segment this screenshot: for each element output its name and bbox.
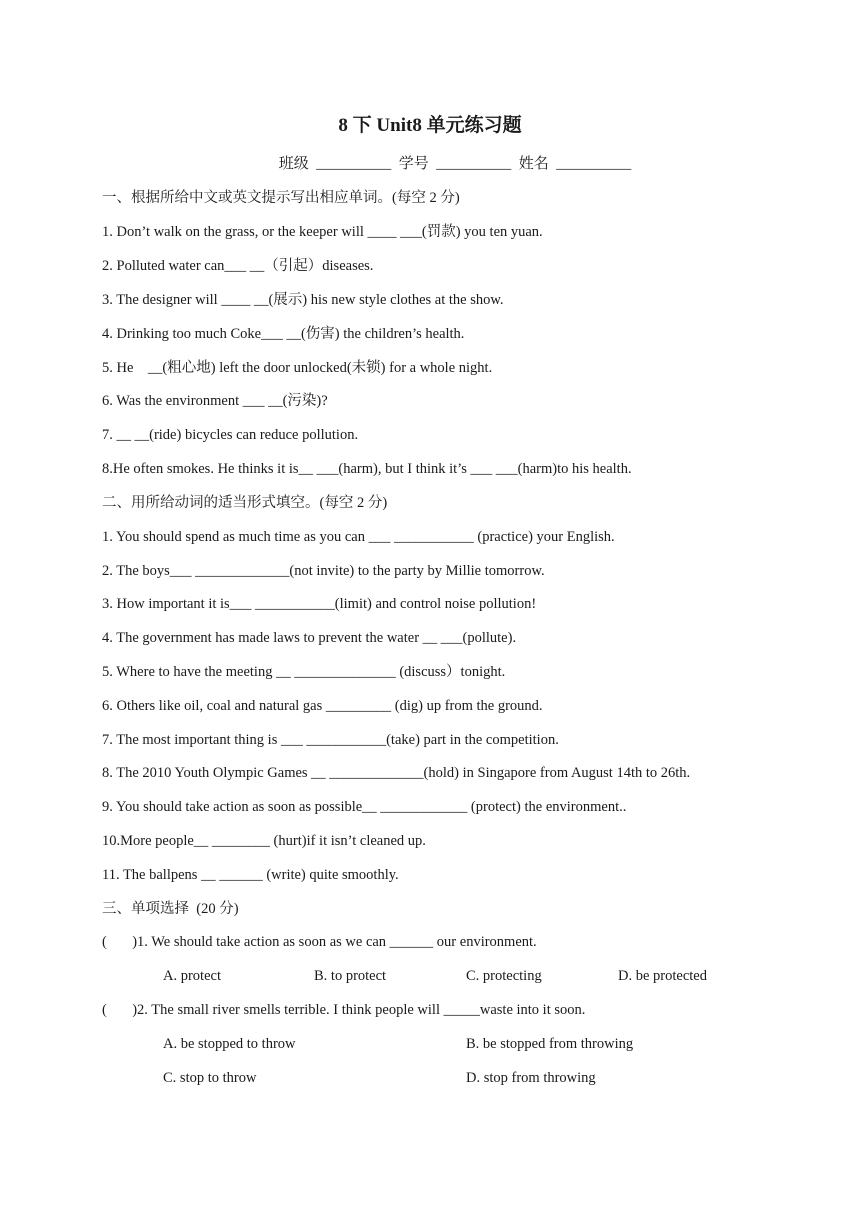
q2-option-a: A. be stopped to throw [163,1036,296,1052]
section2-question-4: 4. The government has made laws to prevent the water __ ___(pollute). [102,630,517,646]
section1-question-5: 5. He __(粗心地) left the door unlocked(未锁) for a whole night. [102,360,493,376]
section3-heading: 三、单项选择 (20 分) [102,901,239,917]
section1-question-8: 8.He often smokes. He thinks it is__ ___(harm), but I think it’s ___ ___(harm)to his health. [102,461,632,477]
section3-question-1-stem: ( )1. We should take action as soon as we can ______ our environment. [102,934,537,950]
section1-question-6: 6. Was the environment ___ __(污染)? [102,393,328,409]
section2-question-5: 5. Where to have the meeting __ ______________ (discuss）tonight. [102,664,506,680]
section2-question-3: 3. How important it is___ ___________(limit) and control noise pollution! [102,596,537,612]
section2-question-7: 7. The most important thing is ___ ___________(take) part in the competition. [102,732,559,748]
q1-option-a: A. protect [163,968,221,984]
section3-question-2-stem: ( )2. The small river smells terrible. I think people will _____waste into it soon. [102,1002,586,1018]
section2-question-10: 10.More people__ ________ (hurt)if it isn’t cleaned up. [102,833,426,849]
section2-question-1: 1. You should spend as much time as you can ___ ___________ (practice) your English. [102,529,615,545]
q1-option-b: B. to protect [314,968,387,984]
student-info-line: 班级 __________ 学号 __________ 姓名 __________ [278,156,632,172]
q2-option-b: B. be stopped from throwing [466,1036,634,1052]
section2-question-6: 6. Others like oil, coal and natural gas _________ (dig) up from the ground. [102,698,543,714]
q1-option-c: C. protecting [466,968,542,984]
section2-question-11: 11. The ballpens __ ______ (write) quite smoothly. [102,867,399,883]
section1-question-1: 1. Don’t walk on the grass, or the keeper will ____ ___(罚款) you ten yuan. [102,224,543,240]
section2-heading: 二、用所给动词的适当形式填空。(每空 2 分) [102,495,388,511]
section2-question-8: 8. The 2010 Youth Olympic Games __ _____________(hold) in Singapore from August 14th to 26th. [102,765,691,781]
section1-question-2: 2. Polluted water can___ __（引起）diseases. [102,258,374,274]
q1-option-d: D. be protected [618,968,707,984]
page-title: 8 下 Unit8 单元练习题 [338,115,522,136]
q2-option-d: D. stop from throwing [466,1070,596,1086]
section1-question-3: 3. The designer will ____ __(展示) his new style clothes at the show. [102,292,504,308]
section2-question-2: 2. The boys___ _____________(not invite) to the party by Millie tomorrow. [102,563,545,579]
section1-heading: 一、根据所给中文或英文提示写出相应单词。(每空 2 分) [102,190,460,206]
q2-option-c: C. stop to throw [163,1070,257,1086]
section2-question-9: 9. You should take action as soon as possible__ ____________ (protect) the environment.. [102,799,627,815]
section1-question-7: 7. __ __(ride) bicycles can reduce pollution. [102,427,359,443]
section1-question-4: 4. Drinking too much Coke___ __(伤害) the children’s health. [102,326,465,342]
